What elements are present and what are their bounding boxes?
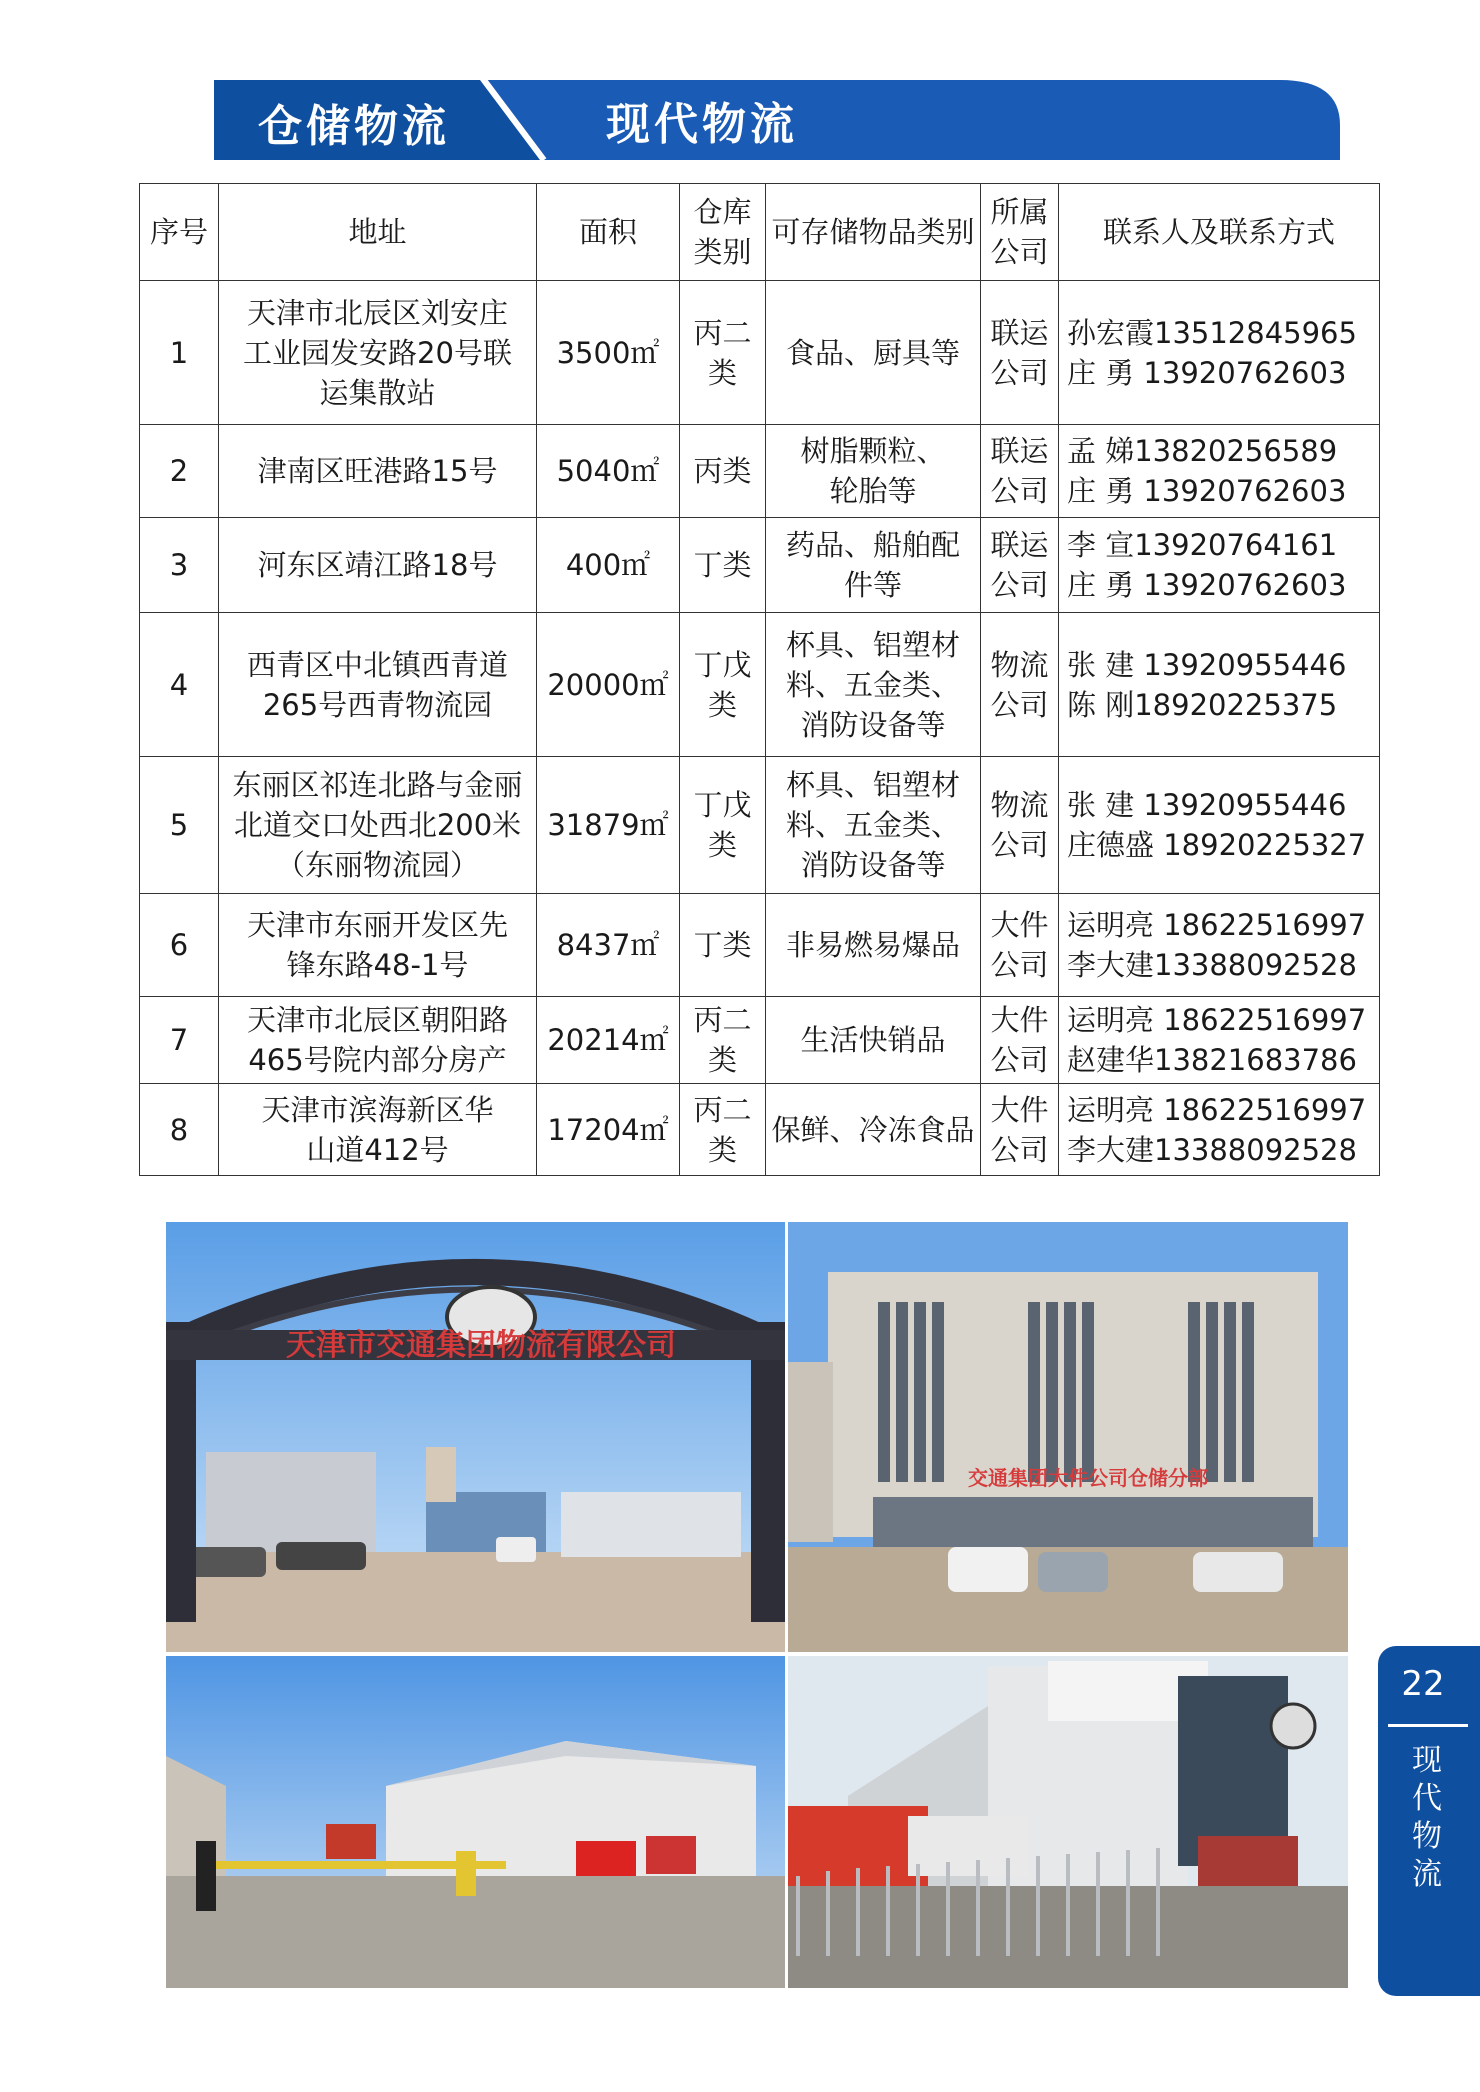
cell-category-line: 丙二	[693, 1092, 752, 1127]
header-category	[680, 184, 766, 281]
cell-category	[680, 757, 766, 894]
cell-company-line: 公司	[990, 474, 1049, 508]
table-row	[140, 281, 1380, 425]
warehouse-table	[139, 183, 1380, 1176]
cell-contacts-line: 运明亮 18622516997	[1067, 908, 1367, 942]
page-tab-char: 现	[1412, 1743, 1442, 1778]
header-no: 序号	[140, 184, 219, 281]
cell-goods-line: 消防设备等	[800, 707, 946, 742]
table-row	[140, 518, 1380, 613]
cell-category	[680, 518, 766, 613]
cell-area: 8437㎡	[537, 894, 680, 997]
table-row	[140, 425, 1380, 518]
cell-category	[680, 613, 766, 757]
cell-category	[680, 997, 766, 1084]
cell-contacts-line: 赵建华13821683786	[1067, 1043, 1357, 1077]
section-title-warehousing: 仓储物流	[258, 101, 450, 152]
section-title-modern-logistics: 现代物流	[606, 99, 798, 150]
cell-contacts	[1059, 518, 1380, 613]
page-number-tab	[1378, 1646, 1480, 1996]
cell-contacts-line: 运明亮 18622516997	[1067, 1003, 1367, 1037]
cell-address	[219, 997, 537, 1084]
cell-no: 3	[140, 518, 219, 613]
cell-company-line: 公司	[990, 948, 1049, 982]
gate-sign-text: 天津市交通集团物流有限公司	[286, 1329, 676, 1362]
cell-category-line: 丁戊	[693, 788, 752, 822]
cell-category-line: 丙二	[693, 1003, 752, 1037]
cell-no: 2	[140, 425, 219, 518]
table-row	[140, 757, 1380, 894]
cell-category-line: 丁类	[693, 928, 752, 962]
header-company-line: 所属	[990, 195, 1049, 229]
cell-address-line: 465号院内部分房产	[248, 1043, 507, 1077]
cell-contacts	[1059, 757, 1380, 894]
cell-goods-line: 件等	[843, 568, 902, 602]
building-sign-text: 交通集团大件公司仓储分部	[968, 1468, 1208, 1490]
cell-address	[219, 613, 537, 757]
header-address: 地址	[219, 184, 537, 281]
cell-contacts-line: 庄 勇 13920762603	[1067, 568, 1347, 602]
cell-contacts	[1059, 425, 1380, 518]
page-number: 22	[1401, 1664, 1445, 1704]
cell-goods	[766, 281, 981, 425]
cell-goods-line: 消防设备等	[800, 848, 946, 882]
cell-contacts	[1059, 894, 1380, 997]
photo-warehouse-yard	[166, 1656, 785, 1988]
cell-address-line: 山道412号	[306, 1132, 449, 1167]
header-company-line: 公司	[990, 235, 1049, 269]
cell-goods	[766, 894, 981, 997]
cell-company	[981, 281, 1059, 425]
cell-no: 6	[140, 894, 219, 997]
cell-category	[680, 425, 766, 518]
cell-category-line: 类	[707, 1043, 737, 1077]
cell-company-line: 公司	[990, 828, 1049, 862]
cell-no: 5	[140, 757, 219, 894]
header-company	[981, 184, 1059, 281]
header-area: 面积	[537, 184, 680, 281]
cell-no: 8	[140, 1084, 219, 1176]
page-tab-char: 物	[1412, 1819, 1442, 1854]
cell-contacts-line: 庄 勇 13920762603	[1067, 355, 1347, 390]
cell-company	[981, 997, 1059, 1084]
cell-category-line: 类	[707, 687, 737, 722]
cell-company-line: 联运	[990, 315, 1049, 350]
cell-category-line: 丙二	[693, 315, 752, 350]
cell-goods	[766, 1084, 981, 1176]
cell-goods-line: 药品、船舶配	[785, 528, 960, 562]
cell-contacts	[1059, 613, 1380, 757]
cell-company-line: 公司	[990, 568, 1049, 602]
cell-contacts	[1059, 997, 1380, 1084]
table-row	[140, 894, 1380, 997]
cell-goods	[766, 518, 981, 613]
cell-contacts-line: 庄 勇 13920762603	[1067, 474, 1347, 508]
cell-contacts-line: 李大建13388092528	[1067, 948, 1357, 982]
cell-contacts-line: 陈 刚18920225375	[1067, 687, 1338, 722]
cell-area: 20000㎡	[537, 613, 680, 757]
cell-address-line: 运集散站	[319, 375, 436, 410]
cell-contacts-line: 孟 娣13820256589	[1067, 434, 1338, 468]
cell-area: 5040㎡	[537, 425, 680, 518]
cell-company-line: 联运	[990, 528, 1049, 562]
table-row	[140, 613, 1380, 757]
cell-category-line: 类	[707, 828, 737, 862]
cell-address-line: 东丽区祁连北路与金丽	[232, 768, 523, 802]
cell-contacts-line: 张 建 13920955446	[1067, 788, 1347, 822]
cell-goods	[766, 425, 981, 518]
cell-goods-line: 料、五金类、	[785, 667, 960, 702]
cell-company	[981, 425, 1059, 518]
cell-contacts-line: 运明亮 18622516997	[1067, 1092, 1367, 1127]
header-category-line: 类别	[693, 235, 752, 269]
cell-company	[981, 518, 1059, 613]
photo-facility-entrance	[788, 1656, 1348, 1988]
cell-category	[680, 894, 766, 997]
page-tab-divider	[1388, 1724, 1468, 1727]
cell-goods-line: 树脂颗粒、	[800, 434, 946, 468]
cell-area: 17204㎡	[537, 1084, 680, 1176]
cell-goods-line: 生活快销品	[800, 1023, 946, 1057]
cell-company-line: 公司	[990, 355, 1049, 390]
cell-contacts-line: 李大建13388092528	[1067, 1132, 1357, 1167]
cell-company	[981, 757, 1059, 894]
cell-goods-line: 非易燃易爆品	[785, 928, 960, 962]
cell-goods-line: 杯具、铝塑材	[785, 627, 960, 662]
cell-area: 3500㎡	[537, 281, 680, 425]
header-contact: 联系人及联系方式	[1059, 184, 1380, 281]
cell-company-line: 大件	[990, 1003, 1049, 1037]
cell-goods	[766, 997, 981, 1084]
cell-contacts	[1059, 281, 1380, 425]
cell-address-line: 工业园发安路20号联	[243, 335, 512, 370]
page-tab-char: 流	[1412, 1857, 1442, 1892]
header-category-line: 仓库	[693, 195, 752, 229]
cell-category-line: 丙类	[693, 454, 752, 488]
table-row	[140, 1084, 1380, 1176]
cell-category-line: 丁戊	[693, 647, 752, 682]
cell-company-line: 公司	[990, 1132, 1049, 1167]
cell-address	[219, 1084, 537, 1176]
cell-area: 400㎡	[537, 518, 680, 613]
cell-address-line: 河东区靖江路18号	[257, 548, 498, 582]
cell-no: 1	[140, 281, 219, 425]
cell-company-line: 联运	[990, 434, 1049, 468]
cell-no: 4	[140, 613, 219, 757]
cell-company	[981, 1084, 1059, 1176]
cell-contacts-line: 张 建 13920955446	[1067, 647, 1347, 682]
cell-address-line: 北道交口处西北200米	[233, 808, 522, 842]
cell-company-line: 公司	[990, 1043, 1049, 1077]
cell-contacts-line: 孙宏霞13512845965	[1067, 315, 1357, 350]
page-tab-section-label	[1402, 1742, 1452, 1894]
cell-goods-line: 轮胎等	[829, 474, 917, 508]
cell-category	[680, 1084, 766, 1176]
photo-warehouse-office-building	[788, 1222, 1348, 1652]
cell-company	[981, 613, 1059, 757]
cell-no: 7	[140, 997, 219, 1084]
cell-address	[219, 894, 537, 997]
section-header-banner	[214, 80, 1340, 160]
cell-goods-line: 杯具、铝塑材	[785, 768, 960, 802]
header-goods: 可存储物品类别	[766, 184, 981, 281]
cell-category-line: 类	[707, 1132, 737, 1167]
table-header-row	[140, 184, 1380, 281]
cell-address-line: 天津市北辰区朝阳路	[246, 1003, 508, 1037]
cell-area: 31879㎡	[537, 757, 680, 894]
page-tab-char: 代	[1412, 1781, 1442, 1816]
cell-address	[219, 757, 537, 894]
cell-company	[981, 894, 1059, 997]
cell-contacts-line: 李 宣13920764161	[1067, 528, 1338, 562]
cell-address-line: 津南区旺港路15号	[257, 454, 498, 488]
cell-address-line: 265号西青物流园	[262, 687, 493, 722]
cell-goods-line: 料、五金类、	[785, 808, 960, 842]
cell-address-line: 天津市滨海新区华	[261, 1092, 494, 1127]
cell-goods-line: 保鲜、冷冻食品	[771, 1112, 975, 1147]
cell-address-line: 锋东路48-1号	[286, 948, 469, 982]
cell-contacts	[1059, 1084, 1380, 1176]
cell-address-line: （东丽物流园）	[275, 848, 479, 882]
cell-category	[680, 281, 766, 425]
cell-address	[219, 281, 537, 425]
cell-category-line: 类	[707, 355, 737, 390]
cell-company-line: 大件	[990, 1092, 1049, 1127]
cell-company-line: 物流	[990, 647, 1049, 682]
cell-address	[219, 518, 537, 613]
cell-address-line: 西青区中北镇西青道	[246, 647, 508, 682]
cell-contacts-line: 庄德盛 18920225327	[1067, 828, 1367, 862]
cell-address-line: 天津市北辰区刘安庄	[246, 295, 508, 330]
cell-category-line: 丁类	[693, 548, 752, 582]
cell-company-line: 公司	[990, 687, 1049, 722]
cell-company-line: 物流	[990, 788, 1049, 822]
cell-company-line: 大件	[990, 908, 1049, 942]
cell-goods-line: 食品、厨具等	[785, 335, 960, 370]
cell-goods	[766, 757, 981, 894]
cell-area: 20214㎡	[537, 997, 680, 1084]
cell-goods	[766, 613, 981, 757]
photo-logistics-gate	[166, 1222, 785, 1652]
cell-address-line: 天津市东丽开发区先	[246, 908, 508, 942]
table-row	[140, 997, 1380, 1084]
cell-address	[219, 425, 537, 518]
